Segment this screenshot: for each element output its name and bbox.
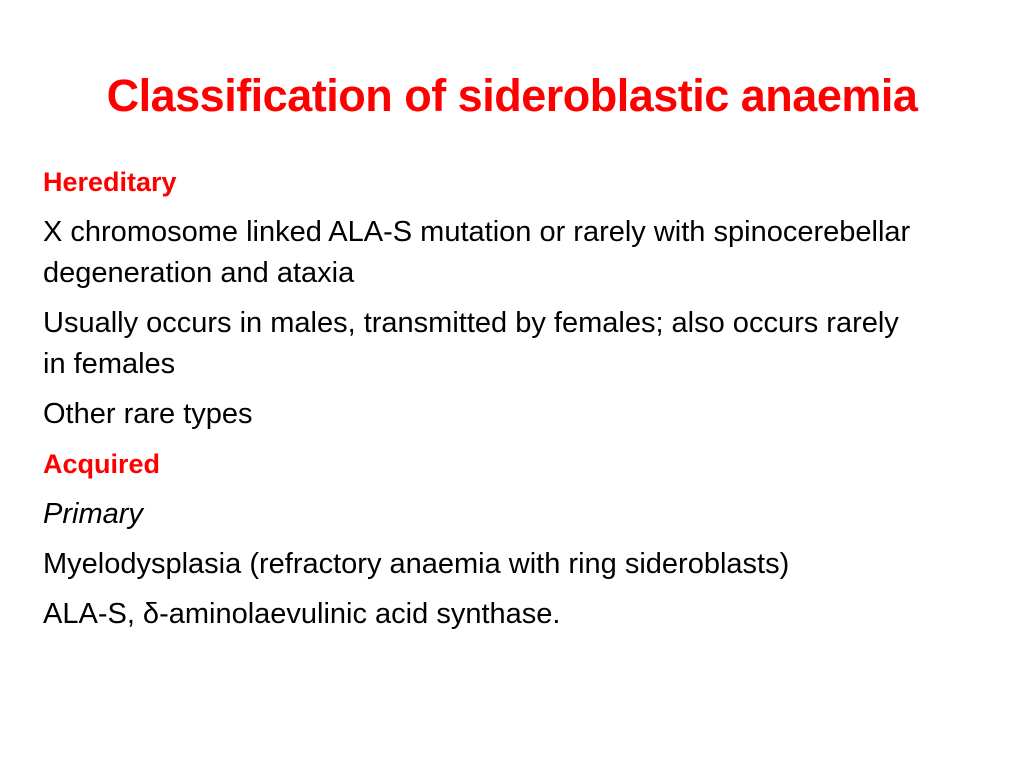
section-heading-acquired: Acquired [43,449,161,479]
acquired-item-myelodysplasia: Myelodysplasia (refractory anaemia with ring sideroblasts) [43,548,790,580]
slide-title: Classification of sideroblastic anaemia [106,70,918,121]
footnote-abbreviation: ALA-S, δ-aminolaevulinic acid synthase. [43,598,561,630]
hereditary-item-other-types: Other rare types [43,398,253,430]
hereditary-item-x-linked: X chromosome linked ALA-S mutation or rarely with spinocerebellar degeneration and ataxia [43,216,911,289]
slide-body [43,162,1003,644]
subheading-primary: Primary [43,498,143,530]
section-heading-hereditary: Hereditary [43,167,177,197]
hereditary-item-sex-distribution: Usually occurs in males, transmitted by females; also occurs rarely in females [43,307,899,380]
